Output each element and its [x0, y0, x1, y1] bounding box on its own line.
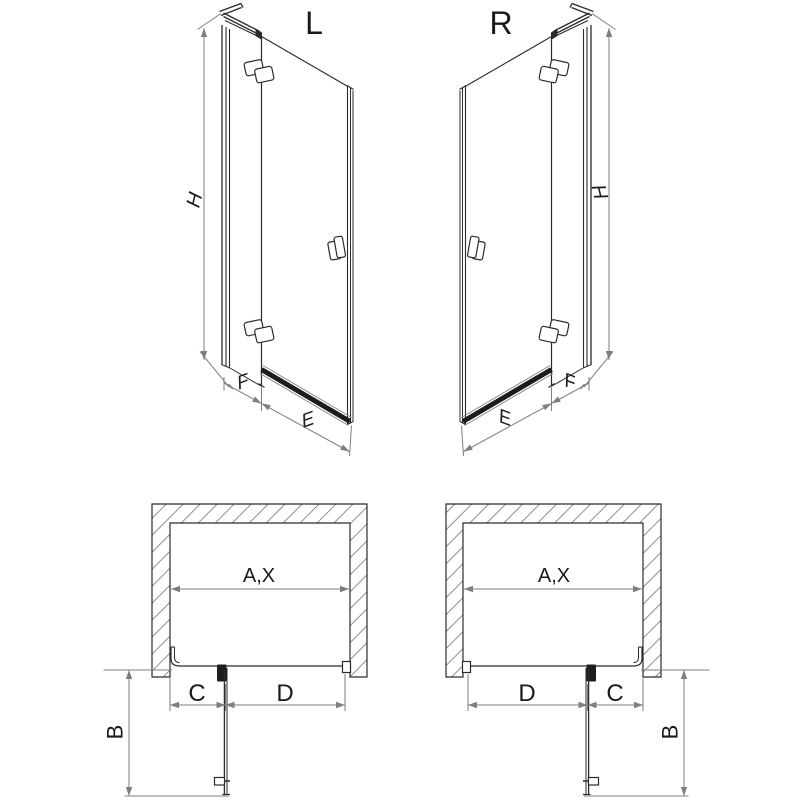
right-plan-lineart — [463, 586, 710, 796]
left-door-width-label: E — [301, 406, 315, 434]
left-plan-b-label: B — [102, 724, 128, 740]
right-plan-d-label: D — [518, 680, 536, 707]
left-elevation-lineart — [198, 4, 354, 457]
right-plan-c-label: C — [606, 680, 624, 707]
left-plan-d-label: D — [276, 680, 294, 707]
left-fixed-panel-label: F — [237, 368, 249, 396]
right-height-label: H — [588, 184, 614, 200]
left-plan-opening-label: A,X — [242, 565, 276, 587]
left-plan-wall — [152, 504, 367, 677]
right-plan-opening-label: A,X — [537, 565, 571, 587]
right-plan-wall — [446, 504, 661, 677]
right-fixed-panel-label: F — [564, 368, 576, 396]
right-door-width-label: E — [498, 404, 512, 432]
right-elevation-lineart — [460, 4, 616, 457]
left-elevation-title: L — [305, 5, 323, 41]
right-elevation-title: R — [489, 5, 513, 41]
left-plan-lineart — [104, 586, 351, 796]
right-plan-b-label: B — [657, 724, 683, 740]
left-height-label: H — [183, 188, 207, 212]
left-plan-c-label: C — [188, 680, 206, 707]
